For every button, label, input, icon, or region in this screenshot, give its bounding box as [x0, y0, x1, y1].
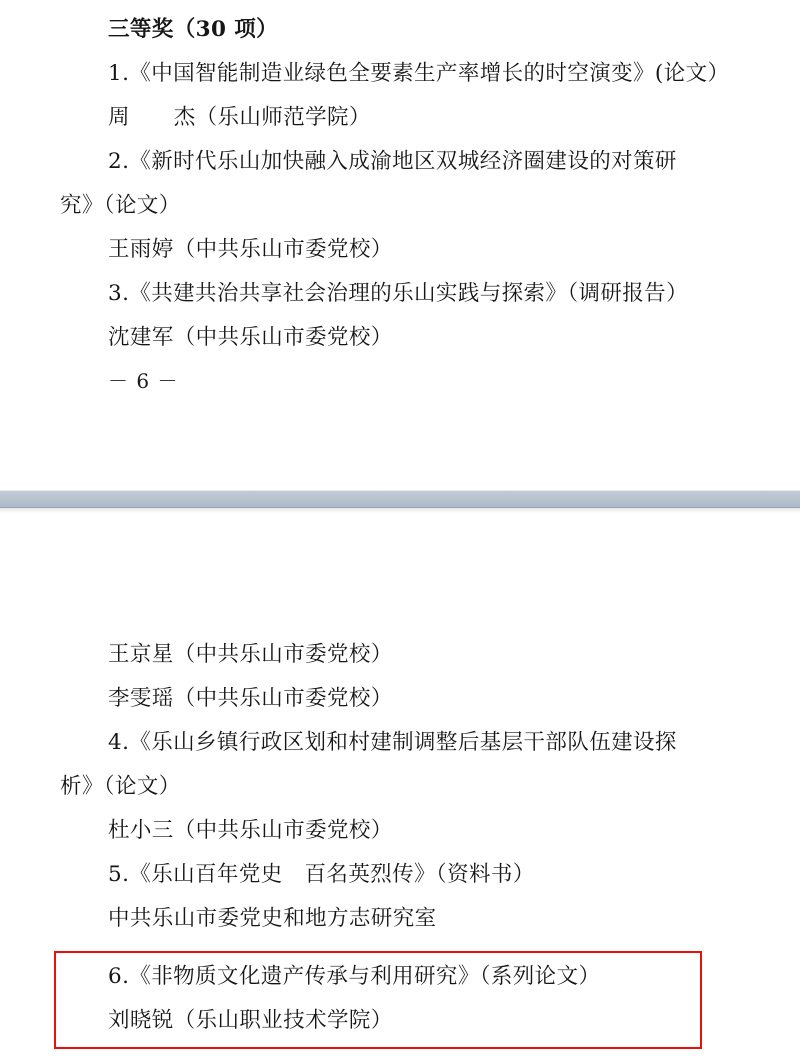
- entry-line: 杜小三（中共乐山市委党校）: [108, 818, 393, 843]
- entry-line: 1.《中国智能制造业绿色全要素生产率增长的时空演变》(论文）: [108, 61, 730, 86]
- page-separator-bar: [0, 490, 800, 508]
- entry-line: 5.《乐山百年党史 百名英烈传》（资料书）: [108, 862, 535, 887]
- entry-line: 2.《新时代乐山加快融入成渝地区双城经济圈建设的对策研: [108, 149, 677, 174]
- document-page-bottom: [0, 513, 800, 1057]
- entry-line: 李雯瑶（中共乐山市委党校）: [108, 686, 393, 711]
- highlighted-entry-line: 6.《非物质文化遗产传承与利用研究》（系列论文）: [108, 964, 601, 989]
- highlight-annotation-box: [54, 951, 702, 1049]
- page-bottom-clip: [60, 1049, 740, 1057]
- entry-line: 中共乐山市委党史和地方志研究室: [108, 906, 437, 931]
- entry-line: 王雨婷（中共乐山市委党校）: [108, 237, 393, 262]
- entry-line: 析》（论文）: [60, 774, 181, 799]
- entry-line: 究》（论文）: [60, 193, 181, 218]
- document-page-top: [0, 0, 800, 416]
- entry-line: 4.《乐山乡镇行政区划和村建制调整后基层干部队伍建设探: [108, 730, 677, 755]
- page-gap: [0, 416, 800, 490]
- entry-line: 3.《共建共治共享社会治理的乐山实践与探索》（调研报告）: [108, 281, 688, 306]
- highlighted-entry-line: 刘晓锐（乐山职业技术学院）: [108, 1008, 393, 1033]
- entry-line: 周 杰（乐山师范学院）: [108, 105, 371, 130]
- page-number: － 6 －: [108, 369, 179, 393]
- entry-line: 沈建军（中共乐山市委党校）: [108, 325, 393, 350]
- award-section-heading: 三等奖（30 项）: [108, 17, 279, 42]
- page-top-margin: [60, 513, 740, 633]
- entry-line: 王京星（中共乐山市委党校）: [108, 642, 393, 667]
